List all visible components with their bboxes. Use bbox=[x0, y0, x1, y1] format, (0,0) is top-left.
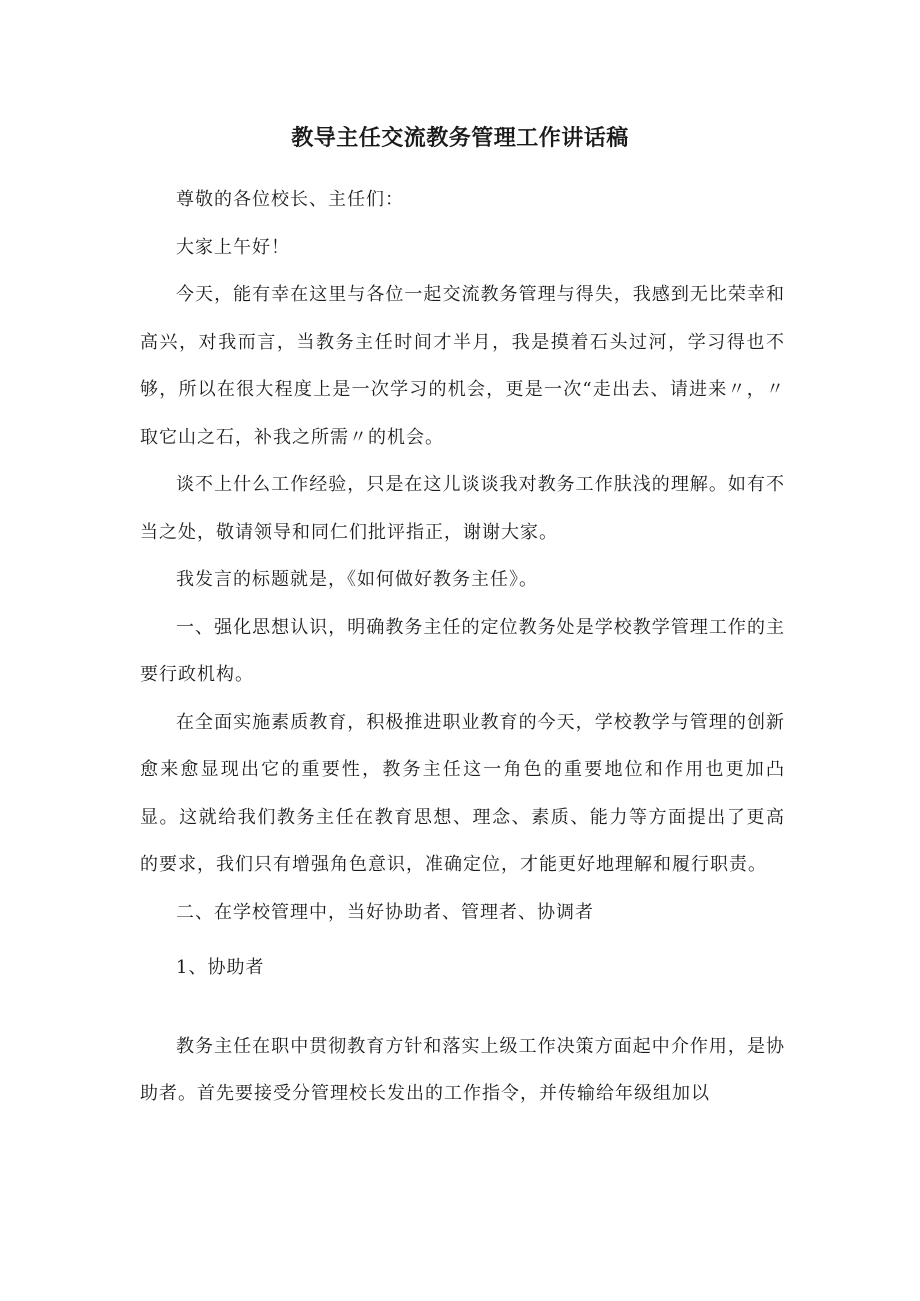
paragraph-section-one-heading: 一、强化思想认识，明确教务主任的定位教务处是学校教学管理工作的主要行政机构。 bbox=[140, 616, 785, 685]
paragraph-assistant-body: 教务主任在职中贯彻教育方针和落实上级工作决策方面起中介作用，是协助者。首先要接受分管理校长发出的工作指令，并传输给年级组加以 bbox=[140, 1035, 785, 1104]
document-body bbox=[140, 176, 785, 1118]
paragraph-greeting: 大家上午好！ bbox=[176, 236, 290, 258]
paragraph-salutation: 尊敬的各位校长、主任们： bbox=[176, 189, 404, 210]
paragraph-opening: 今天，能有幸在这里与各位一起交流教务管理与得失，我感到无比荣幸和高兴，对我而言，当教务主任时间才半月，我是摸着石头过河，学习得也不够，所以在很大程度上是一次学习的机会，更是一次“走出去、请进来〃，〃取它山之石，补我之所需〃的机会。 bbox=[140, 284, 785, 448]
paragraph-section-two-heading: 二、在学校管理中，当好协助者、管理者、协调者 bbox=[176, 901, 594, 923]
document-title: 教导主任交流教务管理工作讲话稿 bbox=[291, 126, 629, 151]
paragraph-section-one-body: 在全面实施素质教育，积极推进职业教育的今天，学校教学与管理的创新愈来愈显现出它的重要性，教务主任这一角色的重要地位和作用也更加凸显。这就给我们教务主任在教育思想、理念、素质、能力等方面提出了更高的要求，我们只有增强角色意识，准确定位，才能更好地理解和履行职责。 bbox=[140, 711, 785, 875]
paragraph-topic: 我发言的标题就是，《如何做好教务主任》。 bbox=[176, 569, 538, 590]
paragraph-subheading-assistant: 1、协助者 bbox=[176, 957, 265, 978]
paragraph-modesty: 谈不上什么工作经验，只是在这儿谈谈我对教务工作肤浅的理解。如有不当之处，敬请领导和同仁们批评指正，谢谢大家。 bbox=[140, 474, 785, 543]
